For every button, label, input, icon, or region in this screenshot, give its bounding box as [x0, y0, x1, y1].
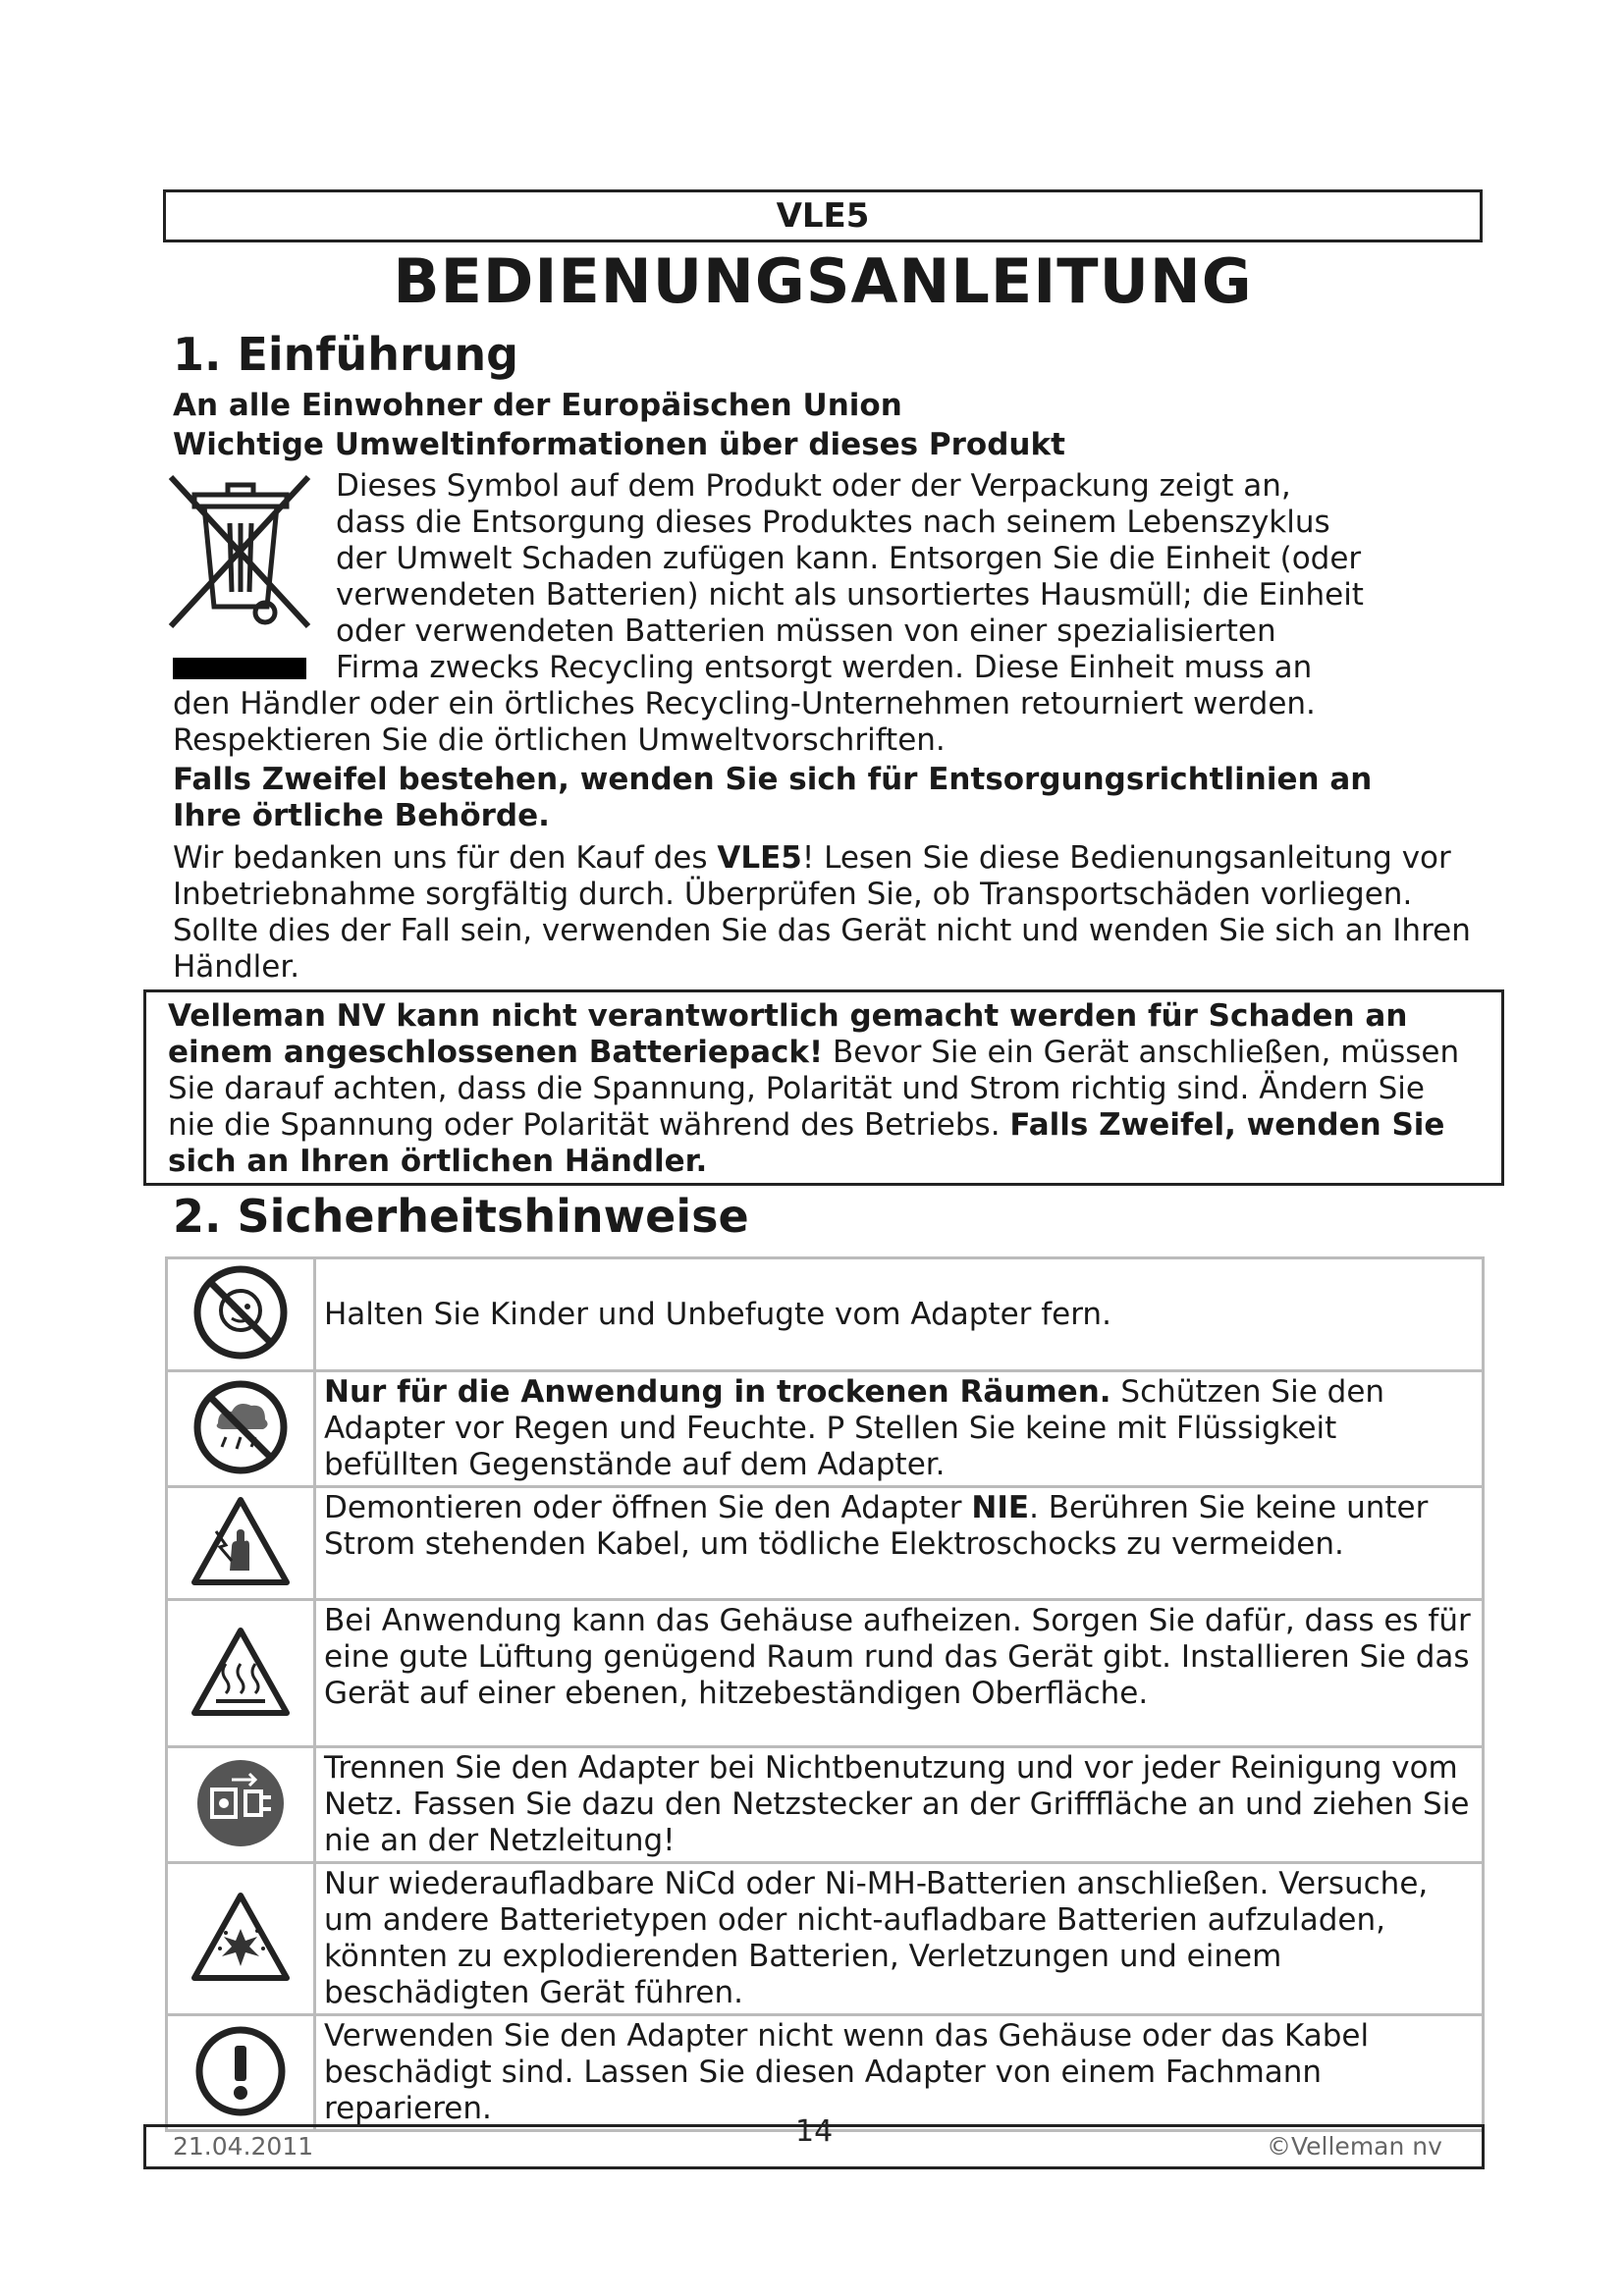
safety-text-cell — [315, 2015, 1484, 2131]
safety-text: Demontieren oder öffnen Sie den Adapter — [324, 1490, 972, 1525]
section-heading-introduction: 1. Einführung — [173, 328, 519, 381]
thanks-model: VLE5 — [717, 840, 802, 876]
footer-copyright: ©Velleman nv — [1267, 2132, 1442, 2161]
table-row — [167, 1600, 1484, 1747]
section-heading-safety: 2. Sicherheitshinweise — [173, 1190, 749, 1243]
env-text-line: verwendeten Batterien) nicht als unsortiertes Hausmüll; die Einheit — [336, 577, 1364, 613]
liability-bold: Velleman NV kann nicht verantwortlich gemacht werden für Schaden an einem angeschlossenen Batteriepack! — [168, 998, 1408, 1070]
electric-shock-warning-icon — [187, 1492, 295, 1590]
page-number: 14 — [795, 2114, 834, 2149]
table-row — [167, 2015, 1484, 2131]
disposal-doubt-note: Falls Zweifel bestehen, wenden Sie sich für Entsorgungsrichtlinien an Ihre örtliche Behörde. — [173, 762, 1373, 833]
env-text-line: den Händler oder ein örtliches Recycling-Unternehmen retourniert werden. — [173, 686, 1316, 721]
hot-surface-warning-icon — [187, 1623, 295, 1721]
thanks-paragraph — [173, 840, 1479, 986]
environment-info-subheading: Wichtige Umweltinformationen über dieses Produkt — [173, 427, 1065, 462]
env-text-line: der Umwelt Schaden zufügen kann. Entsorgen Sie die Einheit (oder — [336, 541, 1362, 576]
safety-text-cell — [315, 1487, 1484, 1600]
explosion-warning-icon — [187, 1888, 295, 1986]
env-text-line: Dieses Symbol auf dem Produkt oder der Verpackung zeigt an, — [336, 468, 1291, 504]
env-text-line: Firma zwecks Recycling entsorgt werden. Diese Einheit muss an — [336, 650, 1313, 685]
table-row — [167, 1371, 1484, 1487]
liability-bold-final: Falls Zweifel, wenden Sie sich an Ihren örtlichen Händler. — [168, 1107, 1445, 1179]
table-row — [167, 1863, 1484, 2015]
safety-text-cell — [315, 1747, 1484, 1863]
safety-text-cell — [315, 1863, 1484, 2015]
table-row — [167, 1487, 1484, 1600]
safety-text-cell — [315, 1600, 1484, 1747]
table-row — [167, 1258, 1484, 1371]
safety-text-cell — [315, 1371, 1484, 1487]
safety-text: Schützen Sie den Adapter vor Regen und Feuchte. P Stellen Sie keine mit Flüssigkeit befüllten Gegenstände auf dem Adapter. — [324, 1374, 1385, 1482]
safety-bold: NIE — [971, 1490, 1030, 1525]
safety-text: Verwenden Sie den Adapter nicht wenn das Gehäuse oder das Kabel beschädigt sind. Lassen Sie diesen Adapter von einem Fachmann reparieren. — [324, 2018, 1370, 2126]
eu-residents-subheading: An alle Einwohner der Europäischen Union — [173, 388, 902, 423]
thanks-text: Wir bedanken uns für den Kauf des — [173, 840, 718, 876]
env-text-line: dass die Entsorgung dieses Produktes nach seinem Lebenszyklus — [336, 505, 1330, 540]
safety-text: Bei Anwendung kann das Gehäuse aufheizen. Sorgen Sie dafür, dass es für eine gute Lüftung genügend Raum rund das Gerät gibt. Installieren Sie das Gerät auf einer ebenen, hitzebeständigen Oberfläche. — [324, 1603, 1471, 1711]
footer-date: 21.04.2011 — [173, 2132, 314, 2161]
safety-text-cell — [315, 1258, 1484, 1371]
liability-text: Bevor Sie ein Gerät anschließen, müssen Sie darauf achten, dass die Spannung, Polarität und Strom richtig sind. Ändern Sie nie die Spannung oder Polarität während des Betriebs. — [168, 1035, 1460, 1143]
env-text-line: Respektieren Sie die örtlichen Umweltvorschriften. — [173, 722, 946, 758]
keep-children-away-icon — [187, 1263, 295, 1362]
liability-notice-box — [143, 989, 1504, 1186]
safety-text: Trennen Sie den Adapter bei Nichtbenutzung und vor jeder Reinigung vom Netz. Fassen Sie dazu den Netzstecker an der Grifffläche an und ziehen Sie nie an der Netzleitung! — [324, 1750, 1470, 1858]
model-box — [163, 189, 1483, 242]
safety-instructions-table — [165, 1256, 1485, 2132]
model-number: VLE5 — [776, 196, 870, 236]
general-warning-icon — [187, 2022, 295, 2120]
safety-text: Halten Sie Kinder und Unbefugte vom Adapter fern. — [324, 1296, 1111, 1332]
safety-text: Nur wiederaufladbare NiCd oder Ni-MH-Batterien anschließen. Versuche, um andere Batterietypen oder nicht-aufladbare Batterien aufzuladen, könnten zu explodierenden Batterien, Verletzungen und einem beschädigten Gerät führen. — [324, 1866, 1429, 2010]
weee-bin-icon — [165, 469, 314, 693]
table-row — [167, 1747, 1484, 1863]
disconnect-plug-icon — [187, 1754, 295, 1852]
page-title: BEDIENUNGSANLEITUNG — [393, 245, 1253, 317]
env-text-line: oder verwendeten Batterien müssen von einer spezialisierten — [336, 614, 1276, 649]
safety-bold: Nur für die Anwendung in trockenen Räumen. — [324, 1374, 1111, 1410]
no-rain-icon — [187, 1378, 295, 1476]
thanks-text: ! Lesen Sie diese Bedienungsanleitung vor Inbetriebnahme sorgfältig durch. Überprüfen Sie, ob Transportschäden vorliegen. Sollte dies der Fall sein, verwenden Sie das Gerät nicht und wenden Sie sich an Ihren Händler. — [173, 840, 1471, 985]
safety-text: . Berühren Sie keine unter Strom stehenden Kabel, um tödliche Elektroschocks zu vermeiden. — [324, 1490, 1429, 1562]
